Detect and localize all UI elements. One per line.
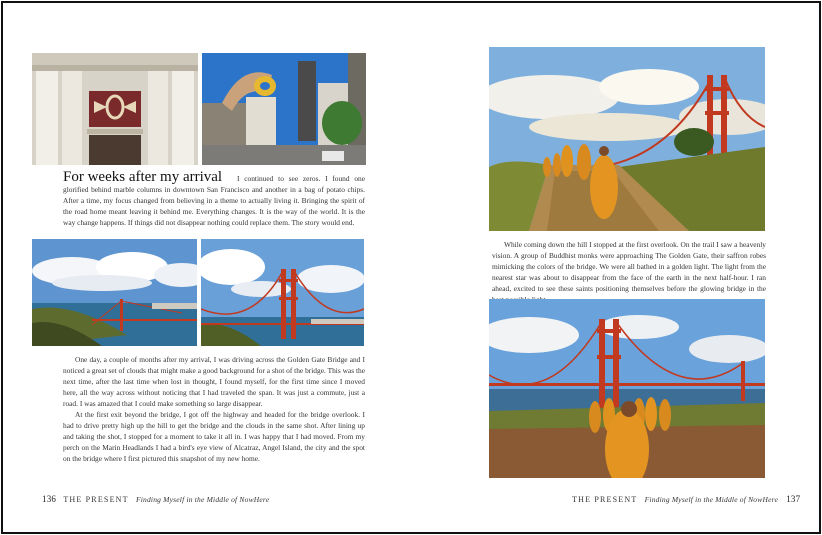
photo-chip-zero-street <box>202 53 366 165</box>
monks-paragraph: While coming down the hill I stopped at the first overlook. On the trail I saw a heavenly vision. A group of Buddhist monks were approaching The Golden Gate, their saffron robes mimicking the colors of the bridge. We were all bathed in a golden light. The light from the nearest star was about to disappear from the face of the earth in the next half-hour. I ran ahead, excited to see these saints positioning themselves before the glowing bridge in the <box>492 240 766 293</box>
section-title-right: THE PRESENT <box>572 495 638 504</box>
intro-text <box>63 173 365 228</box>
bridge-drive-paragraph: One day, a couple of months after my arrival, I was driving across the Golden Gate Bridge and I noticed a great set of clouds that might make a good background for a shot of the bridge. This was the next time, after the last time when lost in thought, I found myself, for the first time since I moved here, all the way across without noticing that I had traveled the span. It was just a commute, just a road. I was amazed that I could make something so large disappear. <box>63 355 365 408</box>
overlook-paragraph: At the first exit beyond the bridge, I got off the highway and headed for the bridge overlook. I had to drive pretty high up the hill to get the bridge and the clouds in the same shot. After lining up and taking the shot, I stopped for a moment to take it all in. I was happy that I had moved. From my perch on the Marin Headlands I had a bird's eye view of Alcatraz, Angel Island, the city and the spot on the bridge where I first pictured this snapshot of my new home. <box>63 410 365 463</box>
right-footer <box>567 494 800 504</box>
photo-golden-gate-tower-close <box>201 239 364 346</box>
page-number-right: 137 <box>786 494 801 504</box>
photo-monks-bridge <box>489 299 765 478</box>
left-footer <box>42 494 269 504</box>
photo-golden-gate-clouds-wide <box>32 239 197 346</box>
photo-zero-columns <box>32 53 198 165</box>
book-subtitle-right: Finding Myself in the Middle of NowHere <box>644 495 778 504</box>
intro-paragraph: I continued to see zeros. I found one glorified behind marble columns in downtown San Francisco and another in a bag of potato chips. After a time, my focus changed from believing in a theme to actually living it. Bringing the spirit of the road home meant leaving it behind me. Everything changes. It is the way of the world. It is the way change happens. If things did not disappear nothing could replace them. The story would end. <box>63 174 365 227</box>
page-number-left: 136 <box>42 494 57 504</box>
book-spread <box>1 1 821 534</box>
book-subtitle-left: Finding Myself in the Middle of NowHere <box>135 495 270 504</box>
chapter-heading: For weeks after my arrival <box>63 169 223 185</box>
section-title-left: THE PRESENT <box>63 495 129 504</box>
left-body-text <box>63 354 365 464</box>
photo-monks-trail <box>489 47 765 231</box>
right-body-text <box>492 239 766 305</box>
